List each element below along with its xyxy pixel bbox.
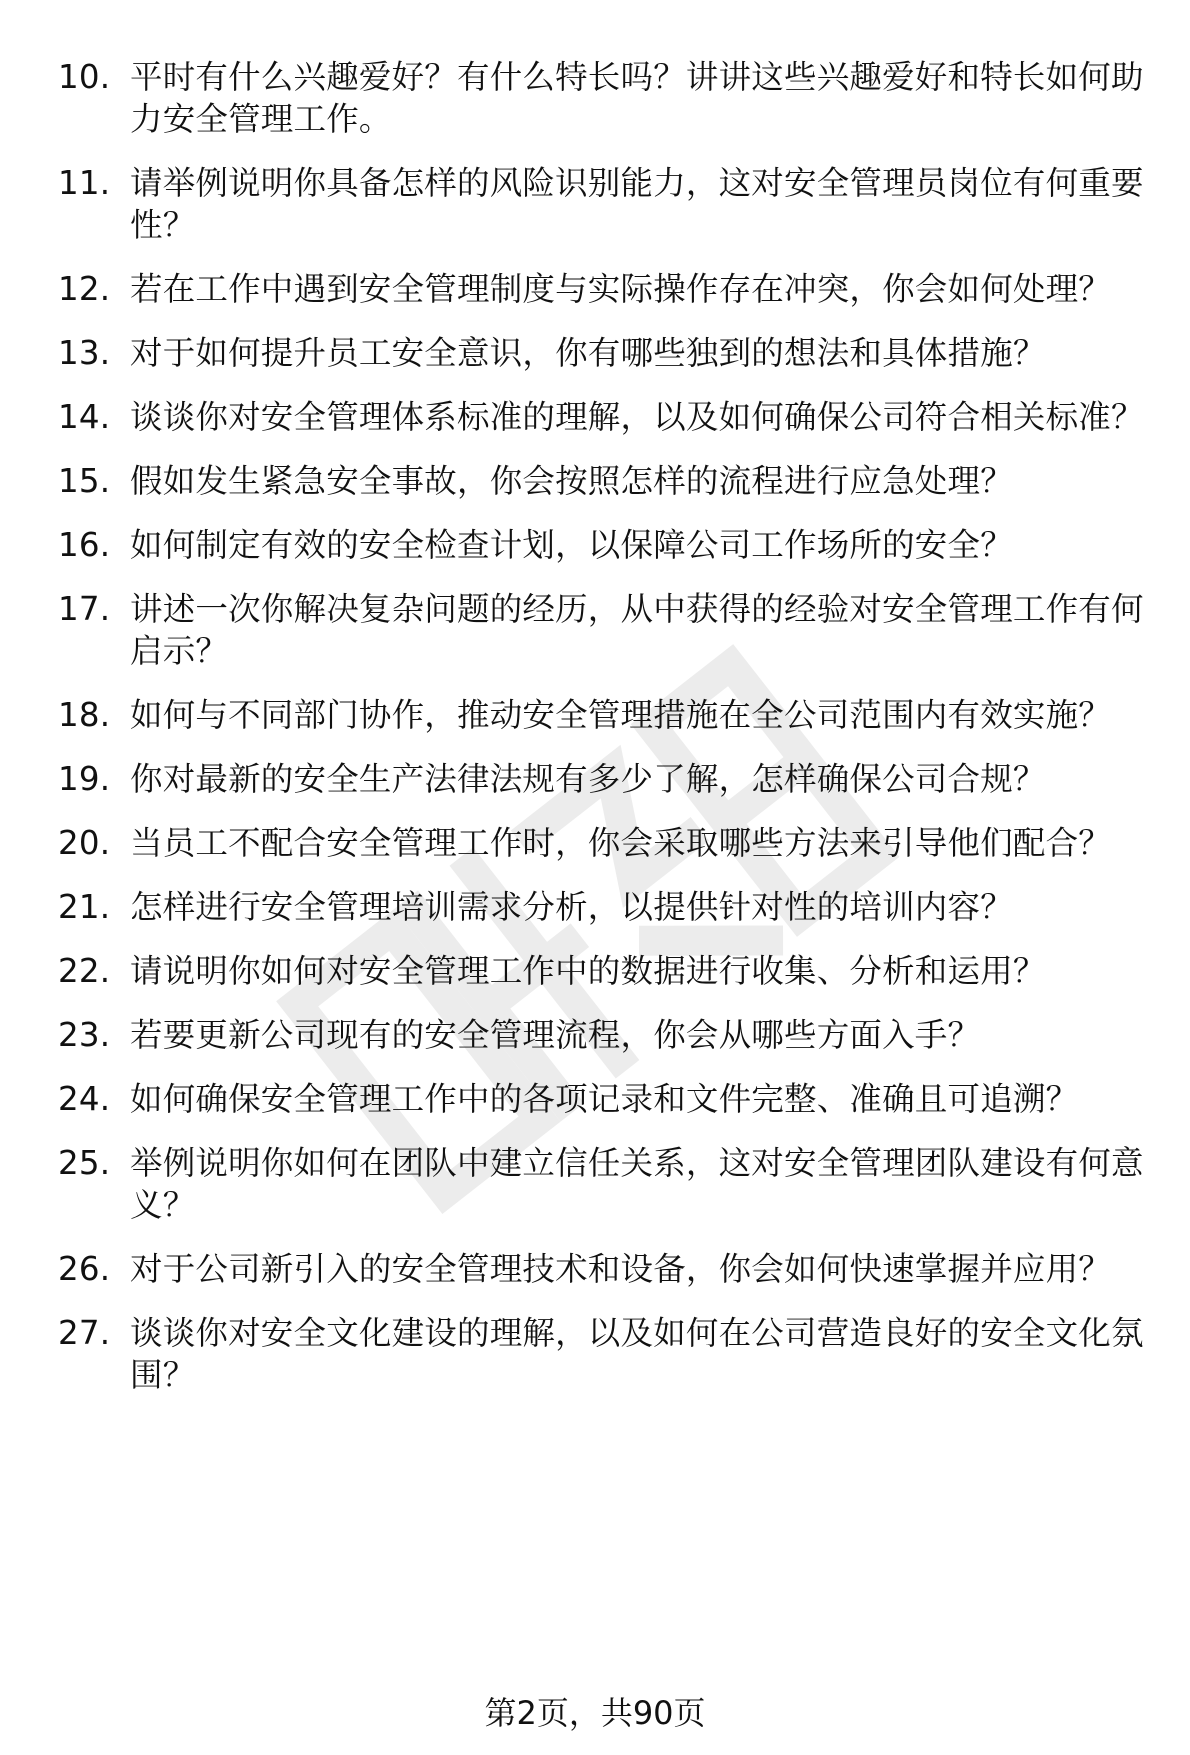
question-text: 如何制定有效的安全检查计划，以保障公司工作场所的安全？: [130, 526, 1013, 564]
question-text: 谈谈你对安全管理体系标准的理解，以及如何确保公司符合相关标准？: [130, 398, 1144, 436]
question-text: 当员工不配合安全管理工作时，你会采取哪些方法来引导他们配合？: [130, 824, 1112, 862]
question-text: 若要更新公司现有的安全管理流程，你会从哪些方面入手？: [130, 1016, 981, 1054]
question-text: 对于如何提升员工安全意识，你有哪些独到的想法和具体措施？: [130, 334, 1046, 372]
question-item: [58, 460, 1148, 502]
question-text: 假如发生紧急安全事故，你会按照怎样的流程进行应急处理？: [130, 462, 1013, 500]
question-item: [58, 886, 1148, 928]
question-item: [58, 268, 1148, 310]
question-number: 25.: [58, 1144, 111, 1182]
question-number: 26.: [58, 1250, 111, 1288]
question-number: 19.: [58, 760, 111, 798]
question-number: 11.: [58, 164, 111, 202]
question-item: [58, 56, 1148, 140]
question-item: [58, 950, 1148, 992]
question-text: 请举例说明你具备怎样的风险识别能力，这对安全管理员岗位有何重要性？: [130, 164, 1144, 244]
question-item: [58, 1142, 1148, 1226]
question-item: [58, 588, 1148, 672]
question-number: 15.: [58, 462, 111, 500]
question-number: 10.: [58, 58, 111, 96]
question-number: 13.: [58, 334, 111, 372]
question-item: [58, 1312, 1148, 1396]
question-item: [58, 758, 1148, 800]
question-text: 如何与不同部门协作，推动安全管理措施在全公司范围内有效实施？: [130, 696, 1112, 734]
question-number: 18.: [58, 696, 111, 734]
question-list: [58, 56, 1148, 1418]
question-item: [58, 396, 1148, 438]
question-item: [58, 822, 1148, 864]
question-number: 16.: [58, 526, 111, 564]
question-number: 20.: [58, 824, 111, 862]
question-item: [58, 1078, 1148, 1120]
question-text: 讲述一次你解决复杂问题的经历，从中获得的经验对安全管理工作有何启示？: [130, 590, 1144, 670]
question-item: [58, 524, 1148, 566]
question-text: 若在工作中遇到安全管理制度与实际操作存在冲突，你会如何处理？: [130, 270, 1112, 308]
page-footer: 第2页，共90页: [484, 1694, 706, 1732]
question-number: 22.: [58, 952, 111, 990]
question-text: 你对最新的安全生产法律法规有多少了解，怎样确保公司合规？: [130, 760, 1046, 798]
question-item: [58, 1248, 1148, 1290]
question-number: 24.: [58, 1080, 111, 1118]
question-number: 21.: [58, 888, 111, 926]
question-text: 怎样进行安全管理培训需求分析，以提供针对性的培训内容？: [130, 888, 1013, 926]
question-text: 举例说明你如何在团队中建立信任关系，这对安全管理团队建设有何意义？: [130, 1144, 1144, 1224]
question-text: 请说明你如何对安全管理工作中的数据进行收集、分析和运用？: [130, 952, 1046, 990]
question-number: 27.: [58, 1314, 111, 1352]
question-item: [58, 162, 1148, 246]
question-number: 14.: [58, 398, 111, 436]
question-text: 如何确保安全管理工作中的各项记录和文件完整、准确且可追溯？: [130, 1080, 1079, 1118]
question-number: 12.: [58, 270, 111, 308]
question-text: 平时有什么兴趣爱好？有什么特长吗？讲讲这些兴趣爱好和特长如何助力安全管理工作。: [130, 58, 1144, 138]
question-number: 23.: [58, 1016, 111, 1054]
question-item: [58, 332, 1148, 374]
question-number: 17.: [58, 590, 111, 628]
question-text: 对于公司新引入的安全管理技术和设备，你会如何快速掌握并应用？: [130, 1250, 1112, 1288]
question-text: 谈谈你对安全文化建设的理解，以及如何在公司营造良好的安全文化氛围？: [130, 1314, 1144, 1394]
question-item: [58, 1014, 1148, 1056]
question-item: [58, 694, 1148, 736]
